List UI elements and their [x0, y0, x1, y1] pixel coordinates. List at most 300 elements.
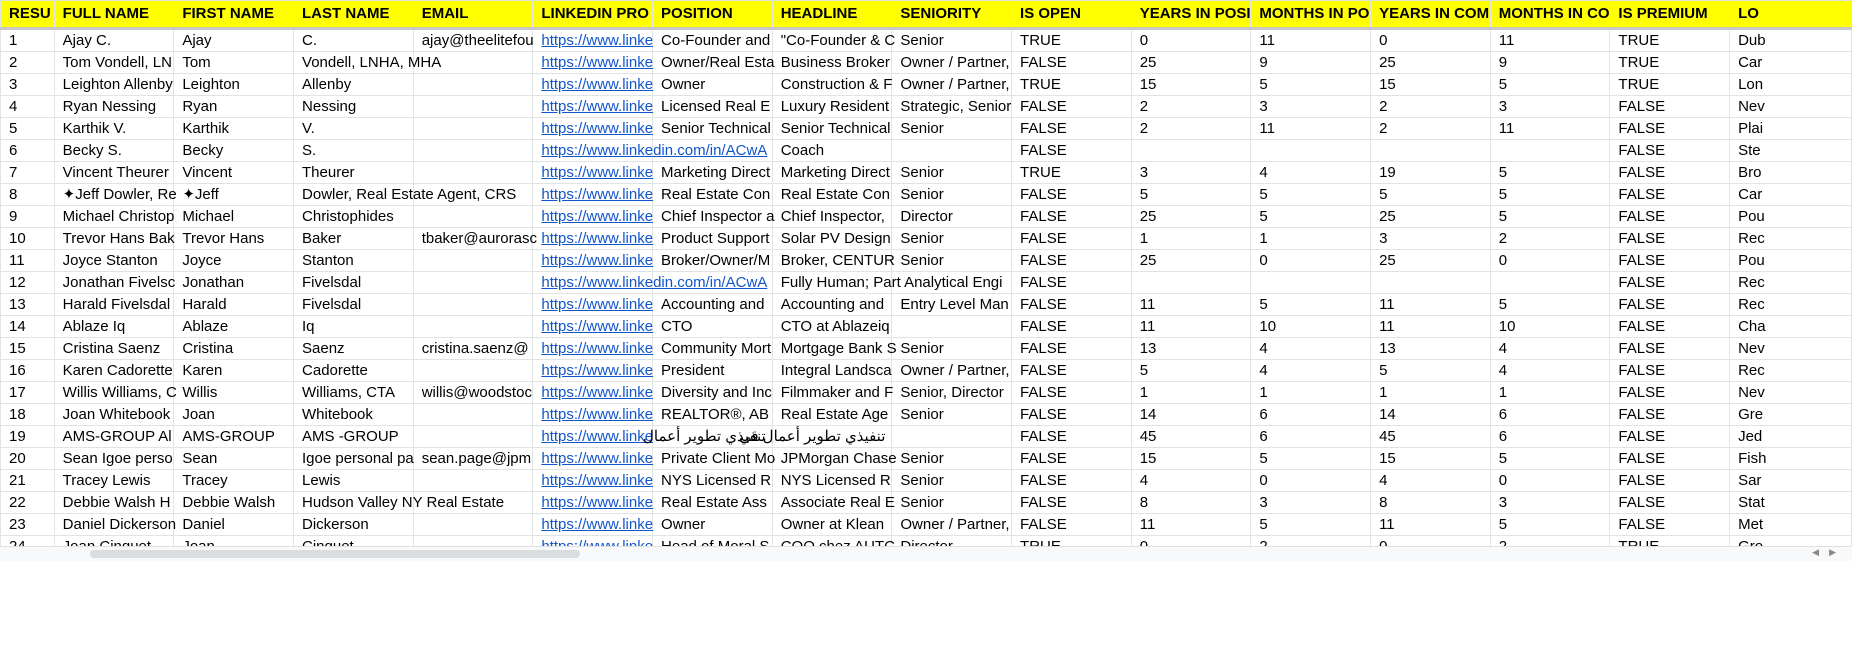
table-cell[interactable]: Senior Technical — [653, 118, 773, 140]
table-cell[interactable]: Michael — [174, 206, 294, 228]
table-cell[interactable]: Sean — [174, 448, 294, 470]
table-cell[interactable]: 11 — [1131, 514, 1251, 536]
table-cell[interactable]: Senior — [892, 162, 1012, 184]
table-cell[interactable]: Integral Landsca — [772, 360, 892, 382]
table-cell[interactable]: 13 — [1, 294, 55, 316]
table-cell[interactable]: Nev — [1730, 382, 1852, 404]
table-cell[interactable]: https://www.linke — [533, 162, 653, 184]
table-cell[interactable]: FALSE — [1012, 294, 1132, 316]
table-cell[interactable]: https://www.linke — [533, 29, 653, 52]
table-cell[interactable]: Filmmaker and F — [772, 382, 892, 404]
table-cell[interactable] — [413, 96, 533, 118]
column-header[interactable]: EMAIL — [413, 1, 533, 29]
table-cell[interactable]: تنفيذي تطوير أعمال في — [772, 426, 892, 448]
column-header[interactable]: FIRST NAME — [174, 1, 294, 29]
table-cell[interactable]: Bro — [1730, 162, 1852, 184]
table-cell[interactable]: 4 — [1131, 470, 1251, 492]
table-cell[interactable] — [1371, 140, 1491, 162]
table-cell[interactable]: Daniel Dickerson — [54, 514, 174, 536]
table-cell[interactable]: Ryan Nessing — [54, 96, 174, 118]
table-cell[interactable]: 5 — [1490, 184, 1610, 206]
table-cell[interactable]: 8 — [1371, 492, 1491, 514]
table-cell[interactable]: 5 — [1490, 514, 1610, 536]
table-cell[interactable]: 9 — [1, 206, 55, 228]
table-cell[interactable]: AMS -GROUP — [294, 426, 414, 448]
table-cell[interactable]: 45 — [1131, 426, 1251, 448]
table-cell[interactable]: FALSE — [1012, 448, 1132, 470]
table-cell[interactable]: willis@woodstoc — [413, 382, 533, 404]
table-cell[interactable]: Karen — [174, 360, 294, 382]
table-cell[interactable]: Diversity and Inc — [653, 382, 773, 404]
table-cell[interactable]: 4 — [1251, 162, 1371, 184]
table-cell[interactable]: 11 — [1131, 316, 1251, 338]
table-cell[interactable]: Leighton Allenby — [54, 74, 174, 96]
table-cell[interactable] — [413, 118, 533, 140]
table-cell[interactable]: 1 — [1131, 382, 1251, 404]
table-cell[interactable]: Senior — [892, 470, 1012, 492]
table-cell[interactable]: Hudson Valley NY Real Estate — [294, 492, 414, 514]
table-cell[interactable]: 6 — [1251, 404, 1371, 426]
table-cell[interactable]: Christophides — [294, 206, 414, 228]
table-cell[interactable]: 5 — [1251, 514, 1371, 536]
table-cell[interactable]: Senior — [892, 338, 1012, 360]
table-cell[interactable]: 9 — [1251, 52, 1371, 74]
table-cell[interactable]: FALSE — [1012, 272, 1132, 294]
table-cell[interactable]: 2 — [1371, 96, 1491, 118]
table-cell[interactable]: https://www.linke — [533, 52, 653, 74]
table-cell[interactable]: 0 — [1490, 470, 1610, 492]
table-cell[interactable]: TRUE — [1012, 29, 1132, 52]
table-cell[interactable]: https://www.linke — [533, 294, 653, 316]
table-cell[interactable]: Car — [1730, 184, 1852, 206]
table-cell[interactable]: 14 — [1371, 404, 1491, 426]
table-cell[interactable]: tbaker@aurorasc — [413, 228, 533, 250]
table-cell[interactable]: https://www.linke — [533, 96, 653, 118]
table-cell[interactable]: 5 — [1490, 162, 1610, 184]
table-cell[interactable]: FALSE — [1012, 338, 1132, 360]
table-cell[interactable]: https://www.linke — [533, 448, 653, 470]
table-cell[interactable]: https://www.linke — [533, 338, 653, 360]
table-cell[interactable]: FALSE — [1610, 272, 1730, 294]
table-cell[interactable]: Director — [892, 206, 1012, 228]
table-cell[interactable]: 22 — [1, 492, 55, 514]
table-cell[interactable]: 4 — [1490, 338, 1610, 360]
table-cell[interactable]: FALSE — [1012, 426, 1132, 448]
table-cell[interactable]: Ablaze Iq — [54, 316, 174, 338]
table-cell[interactable]: 19 — [1, 426, 55, 448]
table-cell[interactable]: Jonathan — [174, 272, 294, 294]
table-cell[interactable]: Joyce — [174, 250, 294, 272]
table-cell[interactable]: FALSE — [1610, 96, 1730, 118]
table-cell[interactable]: AMS-GROUP — [174, 426, 294, 448]
table-cell[interactable]: Whitebook — [294, 404, 414, 426]
table-cell[interactable]: FALSE — [1610, 294, 1730, 316]
table-cell[interactable]: Becky — [174, 140, 294, 162]
table-cell[interactable]: https://www.linke — [533, 184, 653, 206]
table-cell[interactable]: Willis — [174, 382, 294, 404]
table-cell[interactable] — [413, 140, 533, 162]
table-cell[interactable]: 1 — [1131, 228, 1251, 250]
table-cell[interactable]: Accounting and — [772, 294, 892, 316]
table-cell[interactable]: FALSE — [1610, 492, 1730, 514]
table-cell[interactable]: FALSE — [1610, 228, 1730, 250]
column-header[interactable]: LO — [1730, 1, 1852, 29]
table-cell[interactable]: Vondell, LNHA, MHA — [294, 52, 414, 74]
table-cell[interactable]: 5 — [1490, 294, 1610, 316]
table-cell[interactable]: https://www.linke — [533, 426, 653, 448]
table-cell[interactable]: https://www.linke — [533, 514, 653, 536]
table-cell[interactable]: 5 — [1131, 360, 1251, 382]
scroll-arrow-icons[interactable]: ◀▶ — [1812, 547, 1846, 557]
table-cell[interactable]: Nessing — [294, 96, 414, 118]
table-cell[interactable]: Ablaze — [174, 316, 294, 338]
table-cell[interactable]: Joyce Stanton — [54, 250, 174, 272]
table-cell[interactable]: FALSE — [1610, 448, 1730, 470]
table-cell[interactable]: Owner / Partner, — [892, 74, 1012, 96]
column-header[interactable]: IS OPEN — [1012, 1, 1132, 29]
table-cell[interactable]: Real Estate Ass — [653, 492, 773, 514]
table-cell[interactable]: 0 — [1251, 470, 1371, 492]
table-cell[interactable]: FALSE — [1012, 514, 1132, 536]
table-cell[interactable]: 5 — [1490, 74, 1610, 96]
table-cell[interactable]: 11 — [1371, 514, 1491, 536]
table-cell[interactable]: Senior — [892, 492, 1012, 514]
table-cell[interactable]: Ajay — [174, 29, 294, 52]
table-cell[interactable]: Owner at Klean — [772, 514, 892, 536]
table-cell[interactable]: Sean Igoe perso — [54, 448, 174, 470]
table-cell[interactable] — [413, 426, 533, 448]
table-cell[interactable] — [413, 360, 533, 382]
table-cell[interactable] — [413, 316, 533, 338]
table-cell[interactable]: 4 — [1, 96, 55, 118]
table-cell[interactable]: Luxury Resident — [772, 96, 892, 118]
table-cell[interactable]: 6 — [1, 140, 55, 162]
table-cell[interactable]: 18 — [1, 404, 55, 426]
table-cell[interactable]: Lewis — [294, 470, 414, 492]
table-cell[interactable]: Harald — [174, 294, 294, 316]
table-cell[interactable]: 3 — [1490, 96, 1610, 118]
table-cell[interactable]: https://www.linkedin.com/in/ACwA — [533, 140, 653, 162]
table-cell[interactable]: Fivelsdal — [294, 294, 414, 316]
table-cell[interactable]: FALSE — [1610, 514, 1730, 536]
table-cell[interactable] — [892, 140, 1012, 162]
table-cell[interactable]: Ste — [1730, 140, 1852, 162]
table-cell[interactable]: Senior — [892, 184, 1012, 206]
table-cell[interactable]: Tracey — [174, 470, 294, 492]
table-cell[interactable]: 5 — [1371, 184, 1491, 206]
table-cell[interactable]: https://www.linke — [533, 404, 653, 426]
table-cell[interactable]: Car — [1730, 52, 1852, 74]
table-cell[interactable]: Owner / Partner, — [892, 360, 1012, 382]
table-cell[interactable]: 10 — [1490, 316, 1610, 338]
table-cell[interactable]: https://www.linkedin.com/in/ACwA — [533, 272, 653, 294]
table-cell[interactable]: Ryan — [174, 96, 294, 118]
table-cell[interactable]: 20 — [1, 448, 55, 470]
table-cell[interactable] — [413, 470, 533, 492]
table-cell[interactable]: Iq — [294, 316, 414, 338]
table-cell[interactable]: 3 — [1371, 228, 1491, 250]
table-cell[interactable]: https://www.linke — [533, 492, 653, 514]
table-cell[interactable]: Ajay C. — [54, 29, 174, 52]
table-cell[interactable]: 15 — [1371, 74, 1491, 96]
table-cell[interactable]: Broker, CENTUR — [772, 250, 892, 272]
column-header[interactable]: HEADLINE — [772, 1, 892, 29]
table-cell[interactable] — [413, 74, 533, 96]
table-cell[interactable]: 25 — [1371, 206, 1491, 228]
table-cell[interactable]: President — [653, 360, 773, 382]
table-cell[interactable]: 3 — [1490, 492, 1610, 514]
table-cell[interactable]: 3 — [1, 74, 55, 96]
column-header[interactable]: MONTHS IN CO — [1490, 1, 1610, 29]
table-cell[interactable]: ajay@theelitefou — [413, 29, 533, 52]
table-cell[interactable]: 14 — [1131, 404, 1251, 426]
table-cell[interactable]: Owner/Real Esta — [653, 52, 773, 74]
table-cell[interactable]: Rec — [1730, 294, 1852, 316]
table-cell[interactable]: FALSE — [1012, 250, 1132, 272]
table-cell[interactable]: Leighton — [174, 74, 294, 96]
table-cell[interactable]: Owner / Partner, — [892, 52, 1012, 74]
column-header[interactable]: RESU — [1, 1, 55, 29]
table-cell[interactable]: FALSE — [1012, 316, 1132, 338]
table-cell[interactable]: TRUE — [1610, 29, 1730, 52]
table-cell[interactable]: Pou — [1730, 206, 1852, 228]
table-cell[interactable]: FALSE — [1610, 426, 1730, 448]
table-cell[interactable]: Saenz — [294, 338, 414, 360]
table-cell[interactable]: FALSE — [1610, 206, 1730, 228]
table-cell[interactable]: TRUE — [1012, 162, 1132, 184]
table-cell[interactable]: Associate Real E — [772, 492, 892, 514]
table-cell[interactable]: sean.page@jpm — [413, 448, 533, 470]
table-cell[interactable]: C. — [294, 29, 414, 52]
table-cell[interactable]: Igoe personal pa — [294, 448, 414, 470]
table-cell[interactable]: FALSE — [1012, 52, 1132, 74]
table-cell[interactable]: FALSE — [1012, 184, 1132, 206]
table-cell[interactable]: Dickerson — [294, 514, 414, 536]
table-cell[interactable]: "Co-Founder & C — [772, 29, 892, 52]
table-cell[interactable]: Tom — [174, 52, 294, 74]
table-cell[interactable]: 2 — [1371, 118, 1491, 140]
table-cell[interactable]: Fivelsdal — [294, 272, 414, 294]
table-cell[interactable]: NYS Licensed R — [653, 470, 773, 492]
table-cell[interactable] — [413, 206, 533, 228]
table-cell[interactable]: 5 — [1251, 294, 1371, 316]
table-cell[interactable]: Senior — [892, 228, 1012, 250]
table-cell[interactable]: ✦Jeff — [174, 184, 294, 206]
column-header[interactable]: YEARS IN COM — [1371, 1, 1491, 29]
table-cell[interactable]: https://www.linke — [533, 206, 653, 228]
table-cell[interactable]: FALSE — [1012, 228, 1132, 250]
column-header[interactable]: POSITION — [653, 1, 773, 29]
table-cell[interactable]: FALSE — [1012, 118, 1132, 140]
table-cell[interactable]: 1 — [1251, 382, 1371, 404]
table-cell[interactable]: Met — [1730, 514, 1852, 536]
table-cell[interactable]: 0 — [1251, 250, 1371, 272]
table-cell[interactable]: Coach — [772, 140, 892, 162]
table-cell[interactable]: https://www.linke — [533, 118, 653, 140]
table-cell[interactable]: Private Client Mo — [653, 448, 773, 470]
table-cell[interactable]: 5 — [1251, 184, 1371, 206]
table-cell[interactable]: Debbie Walsh — [174, 492, 294, 514]
table-cell[interactable]: FALSE — [1012, 492, 1132, 514]
table-cell[interactable]: 25 — [1131, 206, 1251, 228]
table-cell[interactable]: Michael Christop — [54, 206, 174, 228]
table-cell[interactable]: Karthik V. — [54, 118, 174, 140]
table-cell[interactable]: 4 — [1371, 470, 1491, 492]
table-cell[interactable]: https://www.linke — [533, 228, 653, 250]
table-cell[interactable]: Owner — [653, 74, 773, 96]
table-cell[interactable]: 5 — [1251, 448, 1371, 470]
table-cell[interactable]: Senior — [892, 404, 1012, 426]
table-cell[interactable]: FALSE — [1610, 470, 1730, 492]
table-cell[interactable]: Broker/Owner/M — [653, 250, 773, 272]
table-cell[interactable]: Owner / Partner, — [892, 514, 1012, 536]
table-cell[interactable]: Stat — [1730, 492, 1852, 514]
table-cell[interactable]: 5 — [1251, 74, 1371, 96]
table-cell[interactable]: FALSE — [1610, 118, 1730, 140]
table-cell[interactable]: Debbie Walsh H — [54, 492, 174, 514]
table-cell[interactable]: Accounting and — [653, 294, 773, 316]
table-cell[interactable]: Vincent Theurer — [54, 162, 174, 184]
table-cell[interactable]: 25 — [1371, 250, 1491, 272]
table-cell[interactable]: 1 — [1251, 228, 1371, 250]
table-cell[interactable]: Marketing Direct — [653, 162, 773, 184]
table-cell[interactable]: 15 — [1, 338, 55, 360]
table-cell[interactable]: Trevor Hans — [174, 228, 294, 250]
table-cell[interactable]: ✦Jeff Dowler, Re — [54, 184, 174, 206]
table-cell[interactable]: Nev — [1730, 338, 1852, 360]
table-cell[interactable]: Tom Vondell, LN — [54, 52, 174, 74]
table-cell[interactable]: 3 — [1251, 96, 1371, 118]
table-cell[interactable]: 4 — [1251, 338, 1371, 360]
table-cell[interactable]: REALTOR®, AB — [653, 404, 773, 426]
table-cell[interactable] — [413, 404, 533, 426]
table-cell[interactable]: FALSE — [1610, 382, 1730, 404]
table-cell[interactable]: Vincent — [174, 162, 294, 184]
table-cell[interactable]: 25 — [1371, 52, 1491, 74]
table-cell[interactable]: Cristina — [174, 338, 294, 360]
table-cell[interactable]: 15 — [1371, 448, 1491, 470]
table-cell[interactable]: TRUE — [1610, 74, 1730, 96]
table-cell[interactable]: Allenby — [294, 74, 414, 96]
table-cell[interactable]: 2 — [1, 52, 55, 74]
table-cell[interactable]: 25 — [1131, 250, 1251, 272]
table-cell[interactable] — [413, 162, 533, 184]
table-cell[interactable]: TRUE — [1012, 74, 1132, 96]
table-cell[interactable]: Baker — [294, 228, 414, 250]
table-cell[interactable]: Gre — [1730, 404, 1852, 426]
table-cell[interactable]: Fish — [1730, 448, 1852, 470]
table-cell[interactable]: https://www.linke — [533, 382, 653, 404]
table-cell[interactable]: 11 — [1490, 29, 1610, 52]
column-header[interactable]: MONTHS IN PO — [1251, 1, 1371, 29]
table-cell[interactable]: 0 — [1371, 29, 1491, 52]
table-cell[interactable]: https://www.linke — [533, 316, 653, 338]
table-cell[interactable]: 2 — [1131, 118, 1251, 140]
table-cell[interactable] — [413, 250, 533, 272]
table-cell[interactable]: 11 — [1371, 316, 1491, 338]
table-cell[interactable]: FALSE — [1012, 382, 1132, 404]
table-cell[interactable]: FALSE — [1610, 250, 1730, 272]
table-cell[interactable]: Senior — [892, 118, 1012, 140]
column-header[interactable]: SENIORITY — [892, 1, 1012, 29]
table-cell[interactable]: تنفيذي تطوير أعمال — [653, 426, 773, 448]
table-cell[interactable]: Pou — [1730, 250, 1852, 272]
table-cell[interactable]: Karen Cadorette — [54, 360, 174, 382]
table-cell[interactable]: Marketing Direct — [772, 162, 892, 184]
table-cell[interactable]: S. — [294, 140, 414, 162]
table-cell[interactable]: Dub — [1730, 29, 1852, 52]
table-cell[interactable]: Fully Human; Part Analytical Engi — [772, 272, 892, 294]
table-cell[interactable]: 5 — [1251, 206, 1371, 228]
table-cell[interactable]: 5 — [1, 118, 55, 140]
table-cell[interactable]: 5 — [1131, 184, 1251, 206]
table-cell[interactable] — [892, 316, 1012, 338]
table-cell[interactable]: 3 — [1251, 492, 1371, 514]
table-cell[interactable]: Senior — [892, 29, 1012, 52]
table-cell[interactable]: FALSE — [1012, 140, 1132, 162]
table-cell[interactable]: 15 — [1131, 448, 1251, 470]
table-cell[interactable]: 15 — [1131, 74, 1251, 96]
table-cell[interactable]: Senior — [892, 250, 1012, 272]
table-cell[interactable]: 1 — [1, 29, 55, 52]
table-cell[interactable]: FALSE — [1610, 316, 1730, 338]
table-cell[interactable]: 0 — [1131, 29, 1251, 52]
table-cell[interactable]: FALSE — [1012, 360, 1132, 382]
table-cell[interactable] — [1251, 272, 1371, 294]
table-cell[interactable]: 1 — [1490, 382, 1610, 404]
table-cell[interactable]: FALSE — [1610, 140, 1730, 162]
table-cell[interactable]: Construction & F — [772, 74, 892, 96]
table-cell[interactable]: Plai — [1730, 118, 1852, 140]
table-cell[interactable]: 11 — [1251, 29, 1371, 52]
table-cell[interactable]: FALSE — [1012, 206, 1132, 228]
table-cell[interactable]: 10 — [1251, 316, 1371, 338]
table-cell[interactable] — [413, 272, 533, 294]
table-cell[interactable]: Business Broker — [772, 52, 892, 74]
table-cell[interactable]: 12 — [1, 272, 55, 294]
table-cell[interactable]: NYS Licensed R — [772, 470, 892, 492]
table-cell[interactable]: https://www.linke — [533, 360, 653, 382]
table-cell[interactable]: Nev — [1730, 96, 1852, 118]
table-cell[interactable] — [1490, 272, 1610, 294]
table-cell[interactable]: 13 — [1131, 338, 1251, 360]
table-cell[interactable]: 4 — [1490, 360, 1610, 382]
table-cell[interactable]: https://www.linke — [533, 250, 653, 272]
table-cell[interactable]: FALSE — [1012, 96, 1132, 118]
table-cell[interactable]: 9 — [1490, 52, 1610, 74]
table-cell[interactable]: Owner — [653, 514, 773, 536]
table-cell[interactable]: Real Estate Con — [653, 184, 773, 206]
table-cell[interactable] — [1251, 140, 1371, 162]
table-cell[interactable]: Cha — [1730, 316, 1852, 338]
table-cell[interactable]: Senior, Director — [892, 382, 1012, 404]
column-header[interactable]: IS PREMIUM — [1610, 1, 1730, 29]
table-cell[interactable]: TRUE — [1610, 52, 1730, 74]
table-cell[interactable]: Rec — [1730, 272, 1852, 294]
table-cell[interactable]: Jed — [1730, 426, 1852, 448]
table-cell[interactable]: 4 — [1251, 360, 1371, 382]
table-cell[interactable]: Lon — [1730, 74, 1852, 96]
table-cell[interactable]: Solar PV Design — [772, 228, 892, 250]
table-cell[interactable]: Chief Inspector a — [653, 206, 773, 228]
table-cell[interactable]: 7 — [1, 162, 55, 184]
table-cell[interactable]: Dowler, Real Estate Agent, CRS — [294, 184, 414, 206]
table-cell[interactable]: 45 — [1371, 426, 1491, 448]
table-cell[interactable]: Real Estate Con — [772, 184, 892, 206]
table-cell[interactable] — [413, 294, 533, 316]
table-cell[interactable]: 11 — [1131, 294, 1251, 316]
table-cell[interactable]: Jonathan Fivelsc — [54, 272, 174, 294]
